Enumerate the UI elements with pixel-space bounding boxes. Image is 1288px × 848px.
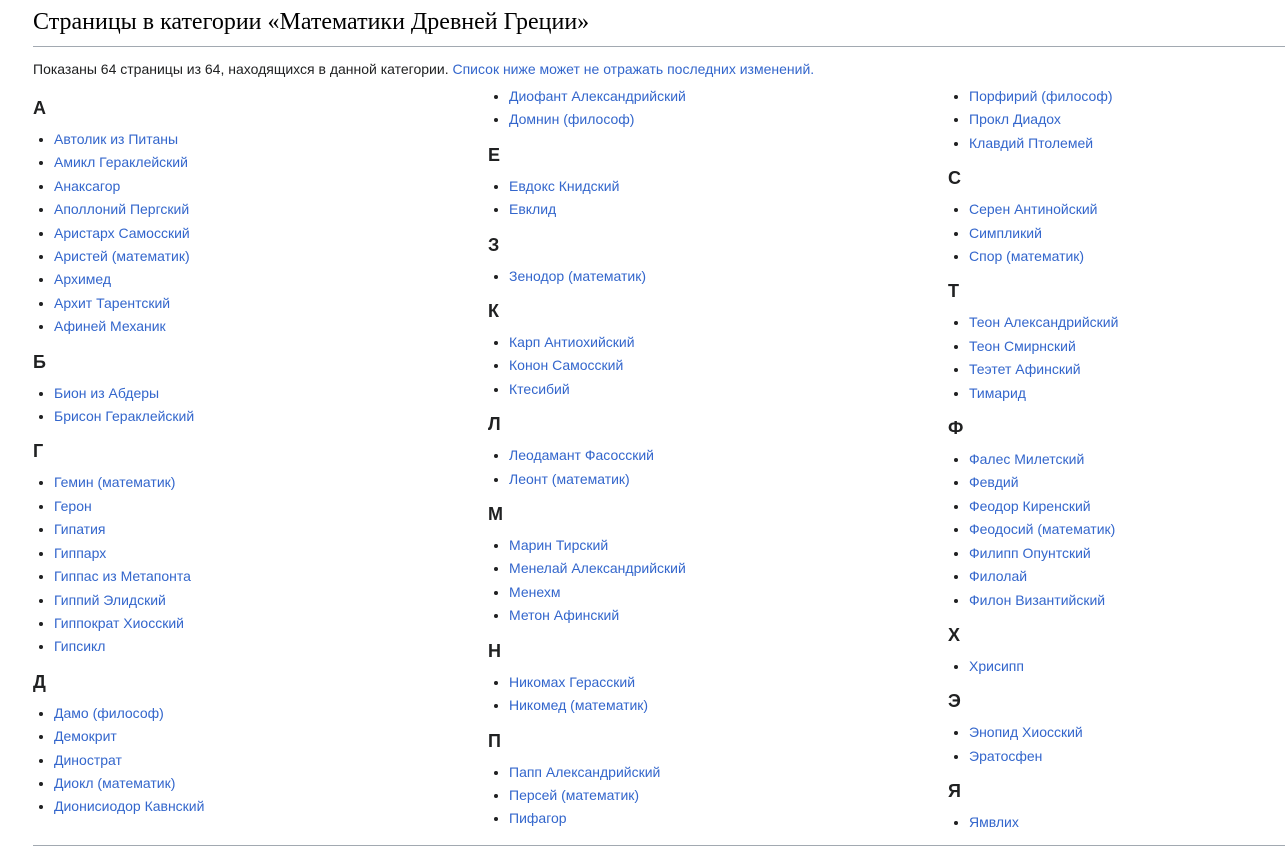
list-item <box>509 604 948 627</box>
list-item <box>969 358 1285 381</box>
category-group-heading: З <box>488 234 500 255</box>
category-page-link[interactable]: Амикл Гераклейский <box>54 154 188 171</box>
category-page-link[interactable]: Менелай Александрийский <box>509 560 686 577</box>
category-group-list <box>33 128 488 339</box>
list-item <box>54 749 488 772</box>
category-page-link[interactable]: Прокл Диадох <box>969 111 1061 128</box>
list-item <box>509 85 948 108</box>
page-title: Страницы в категории «Математики Древней Греции» <box>33 0 1285 47</box>
category-page-link[interactable]: Архимед <box>54 271 112 288</box>
list-item <box>969 448 1285 471</box>
list-item <box>969 311 1285 334</box>
category-page-link[interactable]: Гипатия <box>54 521 106 538</box>
list-item <box>54 518 488 541</box>
category-group-list <box>488 534 948 628</box>
list-item <box>54 315 488 338</box>
category-page-link[interactable]: Никомед (математик) <box>509 697 649 714</box>
list-item <box>509 468 948 491</box>
category-group-list <box>488 265 948 288</box>
category-page-link[interactable]: Гиппократ Хиосский <box>54 614 184 631</box>
list-item <box>54 565 488 588</box>
category-page-link[interactable]: Анаксагор <box>54 177 121 194</box>
list-item <box>509 198 948 221</box>
category-page-link[interactable]: Теон Смирнский <box>969 337 1076 354</box>
category-group-heading: Д <box>33 671 46 692</box>
category-page-link[interactable]: Евдокс Книдский <box>509 177 620 194</box>
category-group-list <box>948 448 1285 612</box>
list-item <box>969 222 1285 245</box>
category-page-link[interactable]: Леонт (математик) <box>509 470 630 487</box>
list-item <box>54 702 488 725</box>
category-page-link[interactable]: Демокрит <box>54 728 117 745</box>
category-page-link[interactable]: Архит Тарентский <box>54 294 171 311</box>
category-column-1 <box>33 85 488 819</box>
list-item <box>54 725 488 748</box>
category-page-link[interactable]: Диофант Александрийский <box>509 88 686 104</box>
list-item <box>509 671 948 694</box>
list-item <box>54 268 488 291</box>
category-page-link[interactable]: Спор (математик) <box>969 248 1085 265</box>
list-item <box>969 811 1285 834</box>
category-page-link[interactable]: Пифагор <box>509 810 567 827</box>
category-page-link[interactable]: Феодор Киренский <box>969 497 1091 514</box>
list-item <box>509 761 948 784</box>
list-item <box>509 784 948 807</box>
category-page-link[interactable]: Дамо (философ) <box>54 704 164 721</box>
category-group-heading: Б <box>33 351 46 372</box>
list-item <box>969 655 1285 678</box>
category-group-heading: П <box>488 730 501 751</box>
category-group-heading: Т <box>948 281 959 302</box>
category-page-link[interactable]: Карп Антиохийский <box>509 334 635 351</box>
list-item <box>54 245 488 268</box>
page-footer-divider <box>33 845 1285 846</box>
category-page-link[interactable]: Зенодор (математик) <box>509 267 647 284</box>
category-page-link[interactable]: Брисон Гераклейский <box>54 408 195 425</box>
category-page-link[interactable]: Ямвлих <box>969 814 1019 831</box>
list-item <box>54 175 488 198</box>
category-page-link[interactable]: Гиппас из Метапонта <box>54 568 191 585</box>
category-column-2 <box>488 85 948 831</box>
list-item <box>54 635 488 658</box>
category-group-list <box>488 761 948 831</box>
category-group-heading: Н <box>488 640 501 661</box>
list-item <box>969 589 1285 612</box>
list-item <box>54 471 488 494</box>
list-item <box>509 175 948 198</box>
category-page-link[interactable]: Порфирий (философ) <box>969 88 1113 104</box>
list-item <box>54 612 488 635</box>
category-page-link[interactable]: Филолай <box>969 568 1028 585</box>
category-columns <box>33 85 1285 835</box>
list-item <box>509 444 948 467</box>
list-item <box>969 518 1285 541</box>
list-item <box>54 198 488 221</box>
category-page-link[interactable]: Хрисипп <box>969 657 1024 674</box>
category-page-link[interactable]: Дионисиодор Кавнский <box>54 798 205 815</box>
category-page-link[interactable]: Метон Афинский <box>509 607 620 624</box>
summary-text: Показаны 64 страницы из 64, находящихся в данной категории. <box>33 61 449 77</box>
category-page-link[interactable]: Герон <box>54 497 92 514</box>
list-item <box>54 589 488 612</box>
category-page-link[interactable]: Феодосий (математик) <box>969 521 1116 538</box>
list-item <box>969 132 1285 155</box>
category-group-list <box>948 655 1285 678</box>
category-group-heading: Я <box>948 781 961 802</box>
list-item <box>969 495 1285 518</box>
category-page-link[interactable]: Гиппарх <box>54 544 107 561</box>
category-group-heading: С <box>948 168 961 189</box>
category-group-list <box>488 85 948 132</box>
list-item <box>54 382 488 405</box>
list-item <box>969 335 1285 358</box>
category-page-link[interactable]: Теон Александрийский <box>969 314 1119 331</box>
category-page-link[interactable]: Персей (математик) <box>509 786 640 803</box>
category-page-link[interactable]: Бион из Абдеры <box>54 384 160 401</box>
category-page-link[interactable]: Теэтет Афинский <box>969 361 1081 378</box>
category-page-link[interactable]: Аристарх Самосский <box>54 224 190 241</box>
list-item <box>509 534 948 557</box>
category-page-link[interactable]: Симпликий <box>969 224 1042 241</box>
category-page-link[interactable]: Евклид <box>509 201 557 218</box>
category-page-link[interactable]: Энопид Хиосский <box>969 724 1083 741</box>
list-item <box>509 108 948 131</box>
category-page-link[interactable]: Менехм <box>509 583 561 600</box>
category-page-link[interactable]: Конон Самосский <box>509 357 624 374</box>
category-group-heading: А <box>33 98 46 118</box>
list-item <box>54 222 488 245</box>
category-page-link[interactable]: Филипп Опунтский <box>969 544 1091 561</box>
category-page-link[interactable]: Тимарид <box>969 384 1026 401</box>
list-item <box>509 694 948 717</box>
list-item <box>54 795 488 818</box>
list-item <box>54 292 488 315</box>
list-item <box>509 378 948 401</box>
category-group-list <box>488 175 948 222</box>
content-area <box>33 0 1285 846</box>
list-item <box>969 565 1285 588</box>
category-page-link[interactable]: Февдий <box>969 474 1019 491</box>
category-group-heading: Г <box>33 441 44 462</box>
category-group-heading: Ф <box>948 418 964 439</box>
category-page-link[interactable]: Фалес Милетский <box>969 451 1085 468</box>
list-item <box>969 245 1285 268</box>
category-page-link[interactable]: Афиней Механик <box>54 318 166 335</box>
category-group-heading: Э <box>948 691 961 712</box>
list-item <box>969 382 1285 405</box>
category-page-link[interactable]: Ктесибий <box>509 380 570 397</box>
category-group-heading: Л <box>488 414 501 435</box>
list-item <box>54 128 488 151</box>
category-page-link[interactable]: Филон Византийский <box>969 591 1106 608</box>
list-item <box>509 581 948 604</box>
category-group-list <box>488 331 948 401</box>
category-page-link[interactable]: Аполлоний Пергский <box>54 201 190 218</box>
list-item <box>54 405 488 428</box>
category-page-link[interactable]: Никомах Герасский <box>509 673 636 690</box>
category-group-list <box>33 382 488 429</box>
list-item <box>54 495 488 518</box>
list-item <box>509 331 948 354</box>
category-page-link[interactable]: Автолик из Питаны <box>54 131 179 147</box>
category-group-heading: М <box>488 504 503 525</box>
list-item <box>54 772 488 795</box>
category-group-list <box>33 702 488 819</box>
list-item <box>969 745 1285 768</box>
category-page-link[interactable]: Эратосфен <box>969 747 1043 764</box>
category-page-link[interactable]: Леодамант Фасосский <box>509 447 654 464</box>
category-column-3 <box>948 85 1285 835</box>
list-item <box>54 151 488 174</box>
category-group-list <box>948 198 1285 268</box>
category-group-list <box>948 311 1285 405</box>
category-group-list <box>948 721 1285 768</box>
category-page-link[interactable]: Серен Антинойский <box>969 201 1098 218</box>
category-group-list <box>33 471 488 658</box>
category-group-heading: Е <box>488 144 501 165</box>
list-item <box>969 198 1285 221</box>
list-item <box>969 108 1285 131</box>
category-page-link[interactable]: Гемин (математик) <box>54 474 176 491</box>
list-item <box>509 807 948 830</box>
category-page-link[interactable]: Папп Александрийский <box>509 763 661 780</box>
category-page-link[interactable]: Аристей (математик) <box>54 248 190 265</box>
list-item <box>969 542 1285 565</box>
category-page-link[interactable]: Марин Тирский <box>509 537 609 554</box>
category-summary <box>33 58 1285 80</box>
list-item <box>509 354 948 377</box>
category-page-link[interactable]: Клавдий Птолемей <box>969 134 1094 151</box>
category-group-heading: К <box>488 301 499 322</box>
category-page-link[interactable]: Диокл (математик) <box>54 774 176 791</box>
list-item <box>54 542 488 565</box>
list-item <box>509 557 948 580</box>
category-group-list <box>948 811 1285 834</box>
list-item <box>969 721 1285 744</box>
category-group-list <box>488 444 948 491</box>
category-page-link[interactable]: Домнин (философ) <box>509 111 635 128</box>
recent-changes-note-link[interactable]: Список ниже может не отражать последних изменений. <box>452 61 815 77</box>
list-item <box>969 85 1285 108</box>
category-page-link[interactable]: Гиппий Элидский <box>54 591 166 608</box>
list-item <box>969 471 1285 494</box>
category-group-list <box>948 85 1285 155</box>
list-item <box>509 265 948 288</box>
category-page-link[interactable]: Динострат <box>54 751 122 768</box>
category-page-link[interactable]: Гипсикл <box>54 638 106 655</box>
category-group-list <box>488 671 948 718</box>
category-group-heading: Х <box>948 624 961 645</box>
